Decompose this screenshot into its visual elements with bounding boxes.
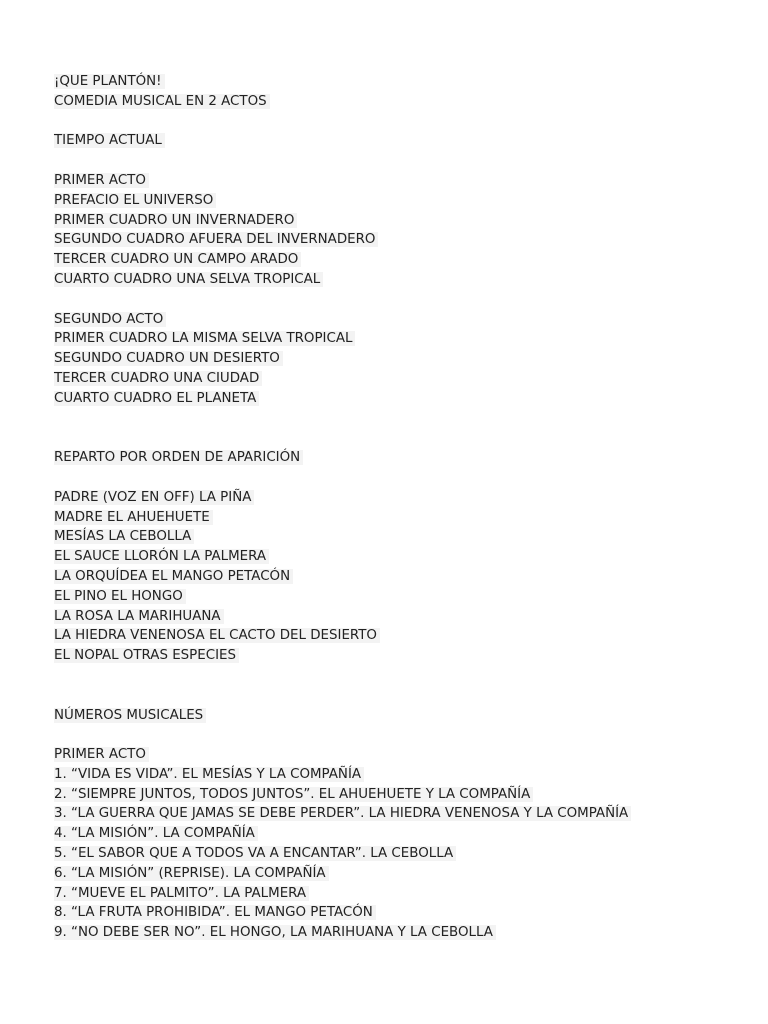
cast-line [54,587,754,607]
musical-number-line [54,765,754,785]
cast-member-3: MESÍAS LA CEBOLLA [54,529,194,544]
musical-number-line [54,903,754,923]
time-setting: TIEMPO ACTUAL [54,133,165,148]
musical-number-8: 8. “LA FRUTA PROHIBIDA”. EL MANGO PETACÓN [54,905,376,920]
scene-line [54,211,754,231]
cast-line [54,527,754,547]
musical-number-3: 3. “LA GUERRA QUE JAMAS SE DEBE PERDER”. LA HIEDRA VENENOSA Y LA COMPAÑÍA [54,806,631,821]
musical-act-heading: PRIMER ACTO [54,747,149,762]
act-1-heading: PRIMER ACTO [54,173,149,188]
cast-line [54,646,754,666]
act-2-scene-3: TERCER CUADRO UNA CIUDAD [54,371,262,386]
act-1-scene-3: SEGUNDO CUADRO AFUERA DEL INVERNADERO [54,232,378,247]
cast-line [54,547,754,567]
cast-member-1: PADRE (VOZ EN OFF) LA PIÑA [54,490,254,505]
musical-number-line [54,884,754,904]
musical-number-line [54,844,754,864]
act-2-heading-line [54,310,754,330]
cast-member-9: EL NOPAL OTRAS ESPECIES [54,648,239,663]
scene-line [54,270,754,290]
act-2-scene-2: SEGUNDO CUADRO UN DESIERTO [54,351,283,366]
act-1-heading-line [54,171,754,191]
act-1-scene-2: PRIMER CUADRO UN INVERNADERO [54,213,297,228]
scene-line [54,349,754,369]
cast-member-8: LA HIEDRA VENENOSA EL CACTO DEL DESIERTO [54,628,380,643]
cast-member-5: LA ORQUÍDEA EL MANGO PETACÓN [54,569,293,584]
scene-line [54,230,754,250]
cast-heading-line [54,448,754,468]
musical-number-1: 1. “VIDA ES VIDA”. EL MESÍAS Y LA COMPAÑÍA [54,767,364,782]
musical-number-2: 2. “SIEMPRE JUNTOS, TODOS JUNTOS”. EL AHUEHUETE Y LA COMPAÑÍA [54,787,533,802]
musical-number-line [54,923,754,943]
scene-line [54,250,754,270]
spacer [54,666,754,706]
cast-line [54,508,754,528]
musical-number-9: 9. “NO DEBE SER NO”. EL HONGO, LA MARIHUANA Y LA CEBOLLA [54,925,496,940]
act-1-scene-4: TERCER CUADRO UN CAMPO ARADO [54,252,301,267]
musical-number-6: 6. “LA MISIÓN” (REPRISE). LA COMPAÑÍA [54,866,329,881]
document-title: ¡QUE PLANTÓN! [54,74,165,89]
musical-act-heading-line [54,745,754,765]
scene-line [54,389,754,409]
document-subtitle: COMEDIA MUSICAL EN 2 ACTOS [54,94,270,109]
spacer [54,468,754,488]
spacer [54,151,754,171]
musical-number-4: 4. “LA MISIÓN”. LA COMPAÑÍA [54,826,258,841]
musical-number-line [54,804,754,824]
cast-line [54,488,754,508]
act-1-scene-1: PREFACIO EL UNIVERSO [54,193,216,208]
musical-number-line [54,824,754,844]
cast-heading: REPARTO POR ORDEN DE APARICIÓN [54,450,303,465]
act-1-scene-5: CUARTO CUADRO UNA SELVA TROPICAL [54,272,323,287]
cast-line [54,607,754,627]
spacer [54,409,754,449]
cast-member-2: MADRE EL AHUEHUETE [54,510,213,525]
spacer [54,112,754,132]
cast-member-6: EL PINO EL HONGO [54,589,186,604]
musical-number-7: 7. “MUEVE EL PALMITO”. LA PALMERA [54,886,309,901]
cast-line [54,567,754,587]
act-2-scene-1: PRIMER CUADRO LA MISMA SELVA TROPICAL [54,331,355,346]
musical-number-line [54,785,754,805]
act-2-heading: SEGUNDO ACTO [54,312,166,327]
act-2-scene-4: CUARTO CUADRO EL PLANETA [54,391,259,406]
subtitle-line [54,92,754,112]
time-line [54,131,754,151]
cast-line [54,626,754,646]
spacer [54,290,754,310]
musical-numbers-heading-line [54,706,754,726]
cast-member-4: EL SAUCE LLORÓN LA PALMERA [54,549,269,564]
document-page [54,72,754,943]
cast-member-7: LA ROSA LA MARIHUANA [54,609,224,624]
title-line [54,72,754,92]
scene-line [54,191,754,211]
spacer [54,725,754,745]
musical-number-line [54,864,754,884]
musical-number-5: 5. “EL SABOR QUE A TODOS VA A ENCANTAR”. LA CEBOLLA [54,846,456,861]
scene-line [54,369,754,389]
scene-line [54,329,754,349]
musical-numbers-heading: NÚMEROS MUSICALES [54,708,206,723]
